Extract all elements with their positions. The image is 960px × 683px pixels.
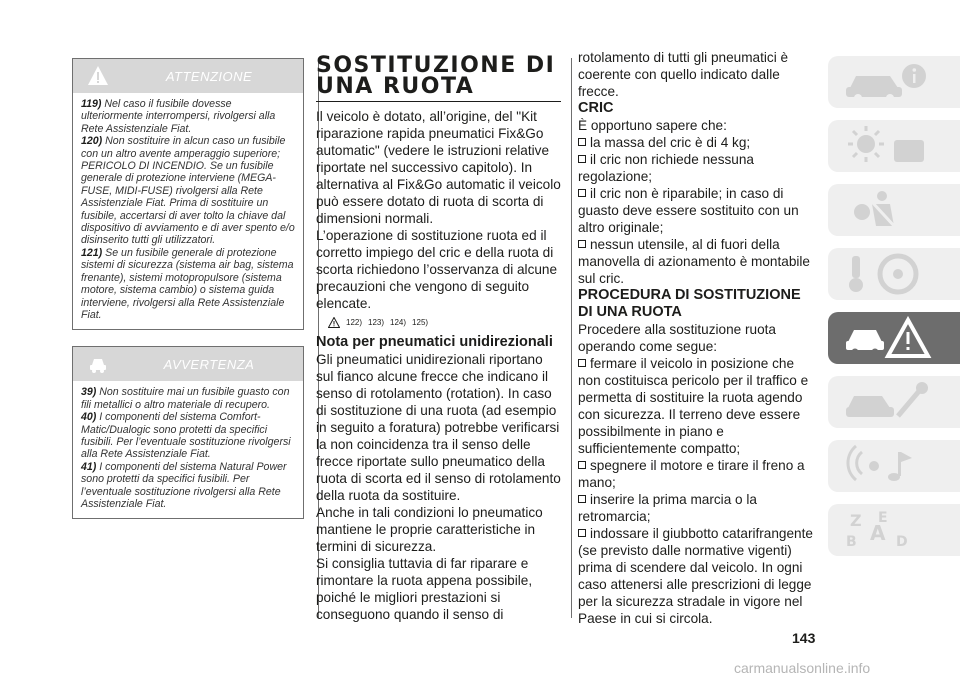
list-item-text: inserire la prima marcia o la retromarcia; xyxy=(578,492,757,524)
paragraph: L’operazione di sostituzione ruota ed il corretto impiego del cric e della ruota di scorta richiedono l’osservanza di alcune precauzioni che vengono di seguito elencate. xyxy=(316,228,558,311)
bullet-square-icon xyxy=(578,461,586,469)
cric-title: CRIC xyxy=(578,100,614,116)
bullet-square-icon xyxy=(578,359,586,367)
reference-number: 125) xyxy=(412,318,429,327)
attention-item-text: Se un fusibile generale di protezione sistemi di sicurezza (sistema air bag, sistema frenante), sistemi motopropulsore (sistema motore, sistema cambio) o sistema guida interviene, rivolgersi alla Rete Assistenziale Fiat. xyxy=(81,246,294,321)
attention-box xyxy=(72,58,304,330)
paragraph: Anche in tali condizioni lo pneumatico mantiene le proprie caratteristiche in termini di sicurezza. xyxy=(316,505,543,554)
attention-title: ATTENZIONE xyxy=(165,69,253,84)
maintenance-icon xyxy=(842,380,934,424)
multimedia-icon xyxy=(842,444,934,488)
attention-item-text: Non sostituire in alcun caso un fusibile con un altro avente amperaggio superiore; PERICOLO DI INCENDIO. Se un fusibile generale di protezione interviene (MEGA-FUSE, MIDI-FUSE) rivolgersi alla Rete Assistenziale Fiat. Prima di sostituire un fusibile, accertarsi di aver tolto la chiave dal dispositivo di avviamento e di aver spento e/o disinserito tutti gli utilizzatori. xyxy=(81,135,295,247)
section-title-line2: UNA RUOTA xyxy=(316,74,475,99)
warning-box xyxy=(72,346,304,519)
list-item xyxy=(578,151,814,185)
warning-item-text: I componenti del sistema Natural Power sono protetti da specifici fusibili. Per l’eventuale sostituzione rivolgersi alla Rete Assistenziale Fiat. xyxy=(81,460,287,510)
procedure-title: PROCEDURA DI SOSTITUZIONE DI UNA RUOTA xyxy=(578,287,801,320)
paragraph: Si consiglia tuttavia di far riparare e rimontare la ruota appena possibile, poiché le migliori prestazioni si conseguono quando il senso di xyxy=(316,556,533,622)
cric-intro: È opportuno sapere che: xyxy=(578,118,727,133)
steering-key-icon xyxy=(842,252,934,296)
svg-text:D: D xyxy=(896,534,908,550)
list-item-text: il cric non richiede nessuna regolazione; xyxy=(578,152,754,184)
tab-safety[interactable] xyxy=(828,184,960,236)
reference-number: 122) xyxy=(346,318,363,327)
car-warning-icon xyxy=(87,353,109,375)
right-column xyxy=(578,49,814,627)
procedure-intro: Procedere alla sostituzione ruota operando come segue: xyxy=(578,322,776,354)
list-item-text: la massa del cric è di 4 kg; xyxy=(590,135,751,150)
column-divider xyxy=(571,58,572,618)
warning-item xyxy=(81,411,295,461)
section-title-line1: SOSTITUZIONE DI xyxy=(316,53,556,78)
attention-item-num: 119) xyxy=(81,98,102,110)
reference-number: 124) xyxy=(390,318,407,327)
warning-item-text: Non sostituire mai un fusibile guasto con fili metallici o altro materiale di recupero. xyxy=(81,386,290,411)
list-item xyxy=(578,355,814,457)
list-item-text: spegnere il motore e tirare il freno a mano; xyxy=(578,458,805,490)
list-item xyxy=(578,457,814,491)
warning-item-num: 40) xyxy=(81,411,97,424)
bullet-square-icon xyxy=(578,495,586,503)
tab-multimedia[interactable] xyxy=(828,440,960,492)
warning-body xyxy=(73,381,303,518)
attention-item xyxy=(81,135,295,247)
warning-item-num: 41) xyxy=(81,460,97,473)
paragraph: rotolamento di tutti gli pneumatici è coerente con quello indicato dalle frecce. xyxy=(578,50,789,99)
page-number: 143 xyxy=(792,630,816,646)
attention-body xyxy=(73,93,303,329)
warning-references xyxy=(328,314,561,331)
warning-title: AVVERTENZA xyxy=(163,357,255,373)
paragraph: Il veicolo è dotato, all’origine, del "Kit riparazione rapida pneumatici Fix&Go automatic" (vedere le istruzioni relative riportate nel successivo capitolo). In alternativa al Fix&Go automatic il veicolo può essere dotato di ruota di scorta di dimensioni normali. xyxy=(316,109,561,226)
emergency-icon xyxy=(842,316,934,360)
warning-lights-icon xyxy=(842,124,934,168)
reference-number: 123) xyxy=(368,318,385,327)
warning-header xyxy=(73,347,303,381)
bullet-square-icon xyxy=(578,138,586,146)
tab-car-info[interactable] xyxy=(828,56,960,108)
attention-item xyxy=(81,247,295,321)
svg-text:A: A xyxy=(870,521,886,545)
section-title xyxy=(316,55,561,102)
warning-triangle-icon xyxy=(328,317,340,328)
attention-item xyxy=(81,98,295,135)
warning-triangle-icon xyxy=(87,65,109,87)
bullet-square-icon xyxy=(578,240,586,248)
warning-item xyxy=(81,386,295,411)
list-item-text: indossare il giubbotto catarifrangente (se previsto dalle normative vigenti) prima di scendere dal veicolo. In ogni caso attenersi alle prescrizioni di legge per la sicurezza stradale in vigore nel Paese in cui si circola. xyxy=(578,526,813,626)
svg-text:Z: Z xyxy=(850,511,862,530)
left-column xyxy=(72,58,304,519)
tab-index[interactable] xyxy=(828,504,960,556)
paragraph: Gli pneumatici unidirezionali riportano sul fianco alcune frecce che indicano il senso di rotolamento (rotation). In caso di sostituzione di una ruota (ad esempio in seguito a foratura) potrebbe verificarsi la non coincidenza tra il senso delle frecce riportate sullo pneumatico della ruota di scorta ed il senso di rotolamento della ruota da sostituire. xyxy=(316,352,561,503)
list-item-text: fermare il veicolo in posizione che non costituisca pericolo per il traffico e permetta di sostituire la ruota agendo con sicurezza. Il terreno deve essere possibilmente in piano e sufficientemente compatto; xyxy=(578,356,809,456)
list-item xyxy=(578,236,814,287)
bullet-square-icon xyxy=(578,529,586,537)
attention-item-text: Nel caso il fusibile dovesse ulteriormente interrompersi, rivolgersi alla Rete Assistenziale Fiat. xyxy=(81,98,276,135)
tab-starting-driving[interactable] xyxy=(828,248,960,300)
subsection-title: Nota per pneumatici unidirezionali xyxy=(316,334,553,350)
chapter-tabs xyxy=(828,56,960,568)
warning-item xyxy=(81,461,295,511)
attention-item-num: 121) xyxy=(81,246,103,259)
attention-item-num: 120) xyxy=(81,135,103,148)
list-item xyxy=(578,491,814,525)
tab-emergency[interactable] xyxy=(828,312,960,364)
bullet-square-icon xyxy=(578,155,586,163)
middle-column xyxy=(316,55,561,623)
bullet-square-icon xyxy=(578,189,586,197)
list-item xyxy=(578,134,814,151)
list-item xyxy=(578,525,814,627)
list-item-text: il cric non è riparabile; in caso di guasto deve essere sostituito con un altro originale; xyxy=(578,186,799,235)
svg-text:E: E xyxy=(878,510,888,526)
list-item-text: nessun utensile, al di fuori della manovella di azionamento è montabile sul cric. xyxy=(578,237,810,286)
section-body xyxy=(316,108,561,623)
airbag-seatbelt-icon xyxy=(842,188,934,232)
warning-item-text: I componenti del sistema Comfort-Matic/Dualogic sono protetti da specifici fusibili. Per l’eventuale sostituzione rivolgersi alla Rete Assistenziale Fiat. xyxy=(81,411,291,461)
list-item xyxy=(578,185,814,236)
warning-item-num: 39) xyxy=(81,386,97,399)
tab-warning-lights[interactable] xyxy=(828,120,960,172)
car-info-icon xyxy=(842,60,934,104)
tab-maintenance[interactable] xyxy=(828,376,960,428)
watermark: carmanualsonline.info xyxy=(734,660,871,676)
attention-header xyxy=(73,59,303,93)
index-icon xyxy=(842,508,934,552)
svg-text:B: B xyxy=(846,534,857,550)
